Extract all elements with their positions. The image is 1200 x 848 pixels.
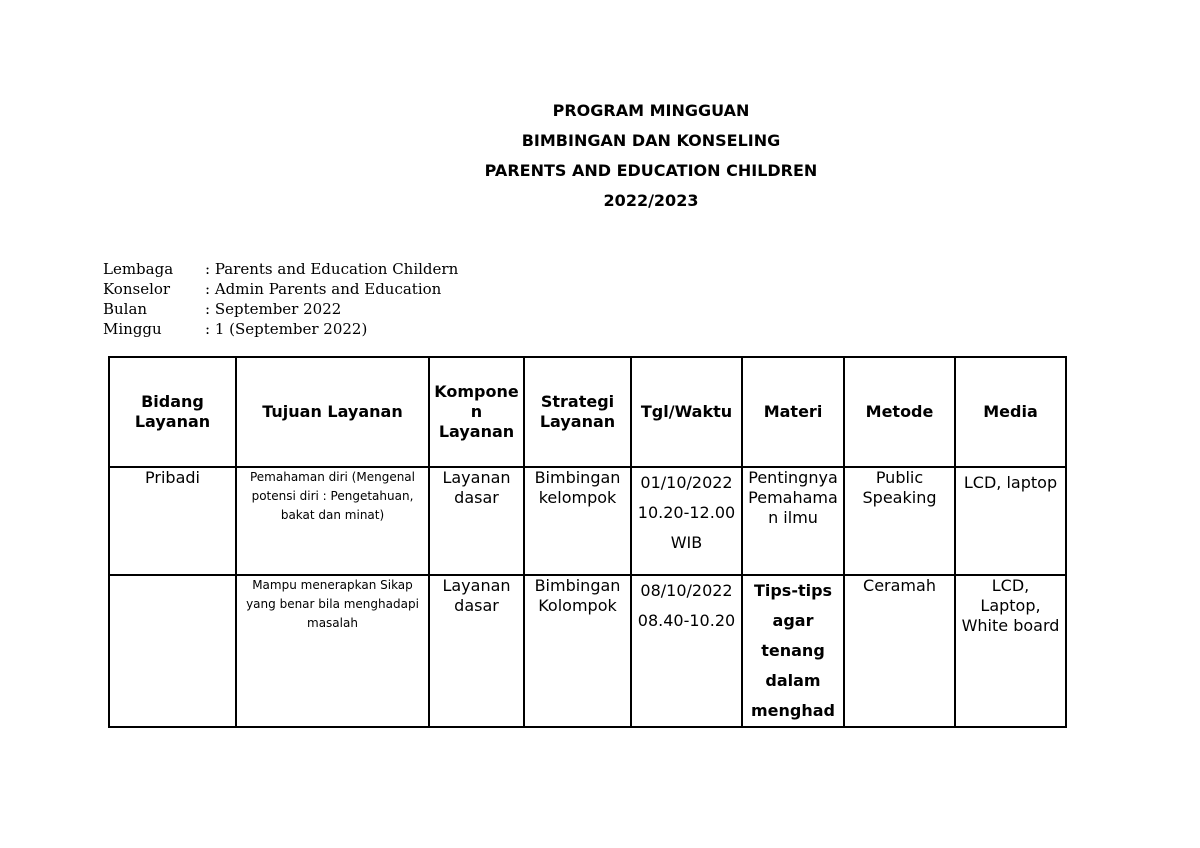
cell-metode: Public Speaking: [844, 467, 955, 575]
cell-tujuan: Mampu menerapkan Sikap yang benar bila menghadapi masalah: [236, 575, 429, 727]
info-row-minggu: [103, 319, 458, 339]
header-bidang: Bidang Layanan: [109, 357, 236, 467]
cell-tgl: 01/10/2022 10.20-12.00 WIB: [631, 467, 742, 575]
title-line-1: PROGRAM MINGGUAN: [552, 101, 750, 120]
info-value: : Admin Parents and Education: [205, 280, 442, 298]
header-tgl: Tgl/Waktu: [631, 357, 742, 467]
title-line-3: PARENTS AND EDUCATION CHILDREN: [484, 161, 818, 180]
info-value: : 1 (September 2022): [205, 320, 368, 338]
info-value: : September 2022: [205, 300, 342, 318]
cell-komponen: Layanan dasar: [429, 467, 524, 575]
info-row-bulan: [103, 299, 458, 319]
table-row: [109, 575, 1066, 727]
info-row-konselor: [103, 279, 458, 299]
info-label: Lembaga: [103, 260, 174, 278]
header-strategi: Strategi Layanan: [524, 357, 631, 467]
cell-materi: Tips-tips agar tenang dalam menghad: [742, 575, 844, 727]
cell-bidang: [109, 575, 236, 727]
info-row-lembaga: [103, 259, 458, 279]
cell-bidang: Pribadi: [109, 467, 236, 575]
info-block: [103, 259, 458, 339]
header-materi: Materi: [742, 357, 844, 467]
cell-materi: Pentingnya Pemahaman ilmu: [742, 467, 844, 575]
header-komponen: Komponen Layanan: [429, 357, 524, 467]
cell-metode: Ceramah: [844, 575, 955, 727]
cell-komponen: Layanan dasar: [429, 575, 524, 727]
header-tujuan: Tujuan Layanan: [236, 357, 429, 467]
header-metode: Metode: [844, 357, 955, 467]
table-row: [109, 467, 1066, 575]
document-title: [0, 101, 1200, 221]
info-label: Minggu: [103, 320, 162, 338]
cell-media: LCD, Laptop, White board: [955, 575, 1066, 727]
title-line-2: BIMBINGAN DAN KONSELING: [521, 131, 781, 150]
header-media: Media: [955, 357, 1066, 467]
cell-media: LCD, laptop: [955, 467, 1066, 575]
info-label: Konselor: [103, 280, 171, 298]
cell-tujuan: Pemahaman diri (Mengenal potensi diri : Pengetahuan, bakat dan minat): [236, 467, 429, 575]
title-line-4: 2022/2023: [603, 191, 699, 210]
info-value: : Parents and Education Childern: [205, 260, 459, 278]
cell-tgl: 08/10/2022 08.40-10.20: [631, 575, 742, 727]
table-header-row: [109, 357, 1066, 467]
cell-strategi: Bimbingan kelompok: [524, 467, 631, 575]
info-label: Bulan: [103, 300, 148, 318]
program-table: [108, 356, 1067, 728]
cell-strategi: Bimbingan Kolompok: [524, 575, 631, 727]
